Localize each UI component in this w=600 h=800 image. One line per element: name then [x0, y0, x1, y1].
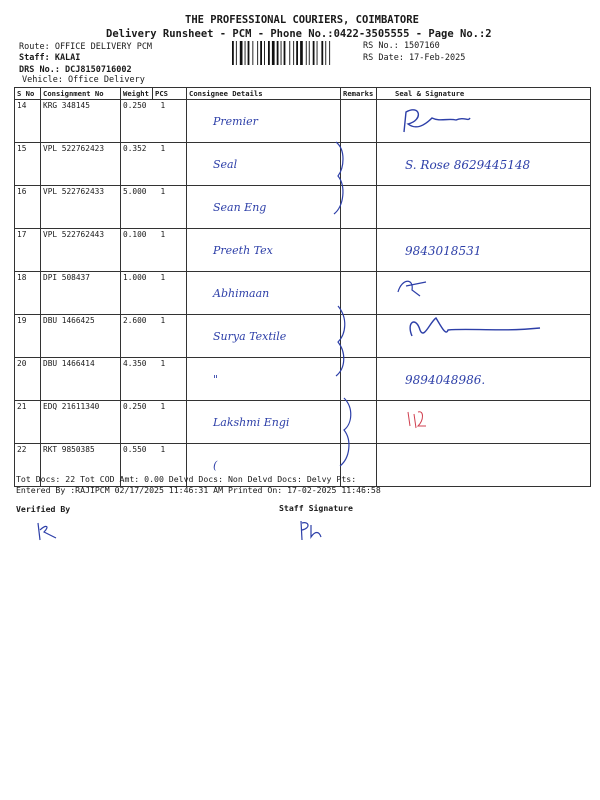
consignment-cell: VPL 522762423	[41, 143, 121, 186]
pcs-cell: 1	[153, 143, 187, 186]
pcs-cell: 1	[153, 315, 187, 358]
sno-cell: 21	[15, 401, 41, 444]
sno-cell: 18	[15, 272, 41, 315]
consignment-cell: EDQ 21611340	[41, 401, 121, 444]
rs-number: RS No.: 1507160	[363, 41, 440, 51]
company-title: THE PROFESSIONAL COURIERS, COIMBATORE	[185, 14, 419, 26]
weight-cell: 4.350	[121, 358, 153, 401]
entered-line: Entered By :RAJIPCM 02/17/2025 11:46:31 AM Printed On: 17-02-2025 11:46:58	[16, 485, 381, 495]
handwritten-consignee: "	[213, 373, 219, 386]
handwritten-consignee: Lakshmi Engi	[213, 416, 290, 429]
staff-label: Staff: KALAI	[19, 53, 81, 63]
weight-cell: 0.550	[121, 444, 153, 487]
sno-cell: 19	[15, 315, 41, 358]
sno-cell: 14	[15, 100, 41, 143]
weight-cell: 5.000	[121, 186, 153, 229]
consignment-cell: DBU 1466425	[41, 315, 121, 358]
handwritten-seal-note: 9894048986.	[405, 373, 486, 387]
col-seal: Seal & Signature	[377, 88, 591, 100]
consignment-cell: VPL 522762433	[41, 186, 121, 229]
col-sno: S No	[15, 88, 41, 100]
col-consignee: Consignee Details	[187, 88, 341, 100]
pcs-cell: 1	[153, 186, 187, 229]
sno-cell: 22	[15, 444, 41, 487]
col-remarks: Remarks	[341, 88, 377, 100]
handwritten-consignee: Sean Eng	[213, 201, 267, 214]
handwritten-consignee: Premier	[213, 115, 258, 128]
pcs-cell: 1	[153, 100, 187, 143]
handwritten-consignee: (	[213, 459, 218, 472]
handwritten-consignee: Surya Textile	[213, 330, 287, 343]
pcs-cell: 1	[153, 358, 187, 401]
drs-number: DRS No.: DCJ8150716002	[19, 65, 132, 75]
pcs-cell: 1	[153, 272, 187, 315]
consignment-cell: DPI 508437	[41, 272, 121, 315]
pcs-cell: 1	[153, 401, 187, 444]
handwritten-seal-note: S. Rose 8629445148	[405, 158, 531, 172]
rs-date: RS Date: 17-Feb-2025	[363, 53, 466, 63]
handwritten-consignee: Abhimaan	[213, 287, 270, 300]
col-consignment: Consignment No	[41, 88, 121, 100]
consignment-cell: RKT 9850385	[41, 444, 121, 487]
weight-cell: 2.600	[121, 315, 153, 358]
staff-signature-label: Staff Signature	[279, 503, 353, 513]
route-label: Route: OFFICE DELIVERY PCM	[19, 42, 153, 52]
consignment-cell: DBU 1466414	[41, 358, 121, 401]
verified-by-label: Verified By	[16, 504, 71, 514]
sno-cell: 20	[15, 358, 41, 401]
sno-cell: 17	[15, 229, 41, 272]
handwritten-seal-note: 9843018531	[405, 244, 482, 258]
weight-cell: 0.250	[121, 100, 153, 143]
totals-line: Tot Docs: 22 Tot COD Amt: 0.00 Delvd Docs: Non Delvd Docs: Delvy Pts:	[16, 474, 357, 484]
weight-cell: 0.100	[121, 229, 153, 272]
weight-cell: 0.250	[121, 401, 153, 444]
sno-cell: 15	[15, 143, 41, 186]
handwritten-consignee: Seal	[213, 158, 238, 171]
col-weight: Weight	[121, 88, 153, 100]
handwritten-consignee: Preeth Tex	[213, 244, 273, 257]
consignment-cell: VPL 522762443	[41, 229, 121, 272]
pcs-cell: 1	[153, 229, 187, 272]
vehicle-label: Vehicle: Office Delivery	[22, 75, 145, 85]
sno-cell: 16	[15, 186, 41, 229]
weight-cell: 0.352	[121, 143, 153, 186]
weight-cell: 1.000	[121, 272, 153, 315]
col-pcs: PCS	[153, 88, 187, 100]
pcs-cell: 1	[153, 444, 187, 487]
consignment-cell: KRG 348145	[41, 100, 121, 143]
runsheet-subtitle: Delivery Runsheet - PCM - Phone No.:0422-3505555 - Page No.:2	[106, 28, 492, 40]
